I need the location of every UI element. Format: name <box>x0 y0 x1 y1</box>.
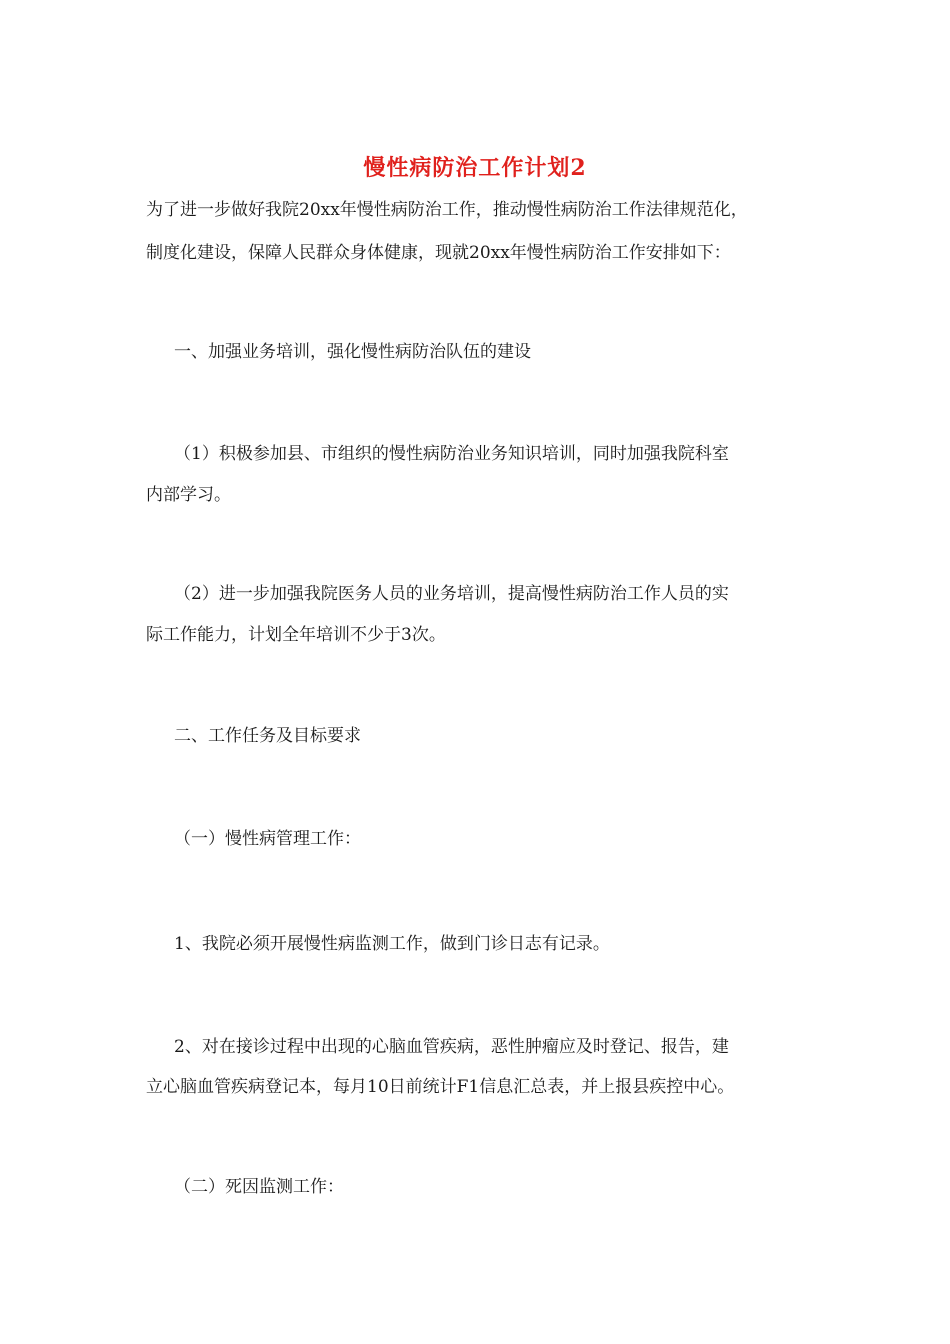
section2-sub1-item2-line-1: 2、对在接诊过程中出现的心脑血管疾病，恶性肿瘤应及时登记、报告，建 <box>174 1037 729 1057</box>
intro-line-2: 制度化建设，保障人民群众身体健康，现就20xx年慢性病防治工作安排如下： <box>146 243 731 263</box>
section1-heading: 一、加强业务培训，强化慢性病防治队伍的建设 <box>174 342 531 362</box>
section2-heading: 二、工作任务及目标要求 <box>174 726 361 746</box>
section2-sub1-heading: （一）慢性病管理工作： <box>174 829 361 849</box>
section1-item2-line-1: （2）进一步加强我院医务人员的业务培训，提高慢性病防治工作人员的实 <box>174 584 729 604</box>
section1-item1-line-1: （1）积极参加县、市组织的慢性病防治业务知识培训，同时加强我院科室 <box>174 444 729 464</box>
section1-item2-line-2: 际工作能力，计划全年培训不少于3次。 <box>146 625 446 645</box>
section2-sub1-item1: 1、我院必须开展慢性病监测工作，做到门诊日志有记录。 <box>174 934 610 954</box>
section2-sub1-item2-line-2: 立心脑血管疾病登记本，每月10日前统计F1信息汇总表，并上报县疾控中心。 <box>146 1077 735 1097</box>
section1-item1-line-2: 内部学习。 <box>146 485 231 505</box>
document-title: 慢性病防治工作计划2 <box>363 155 587 181</box>
intro-line-1: 为了进一步做好我院20xx年慢性病防治工作，推动慢性病防治工作法律规范化， <box>146 200 748 220</box>
section2-sub2-heading: （二）死因监测工作： <box>174 1177 344 1197</box>
